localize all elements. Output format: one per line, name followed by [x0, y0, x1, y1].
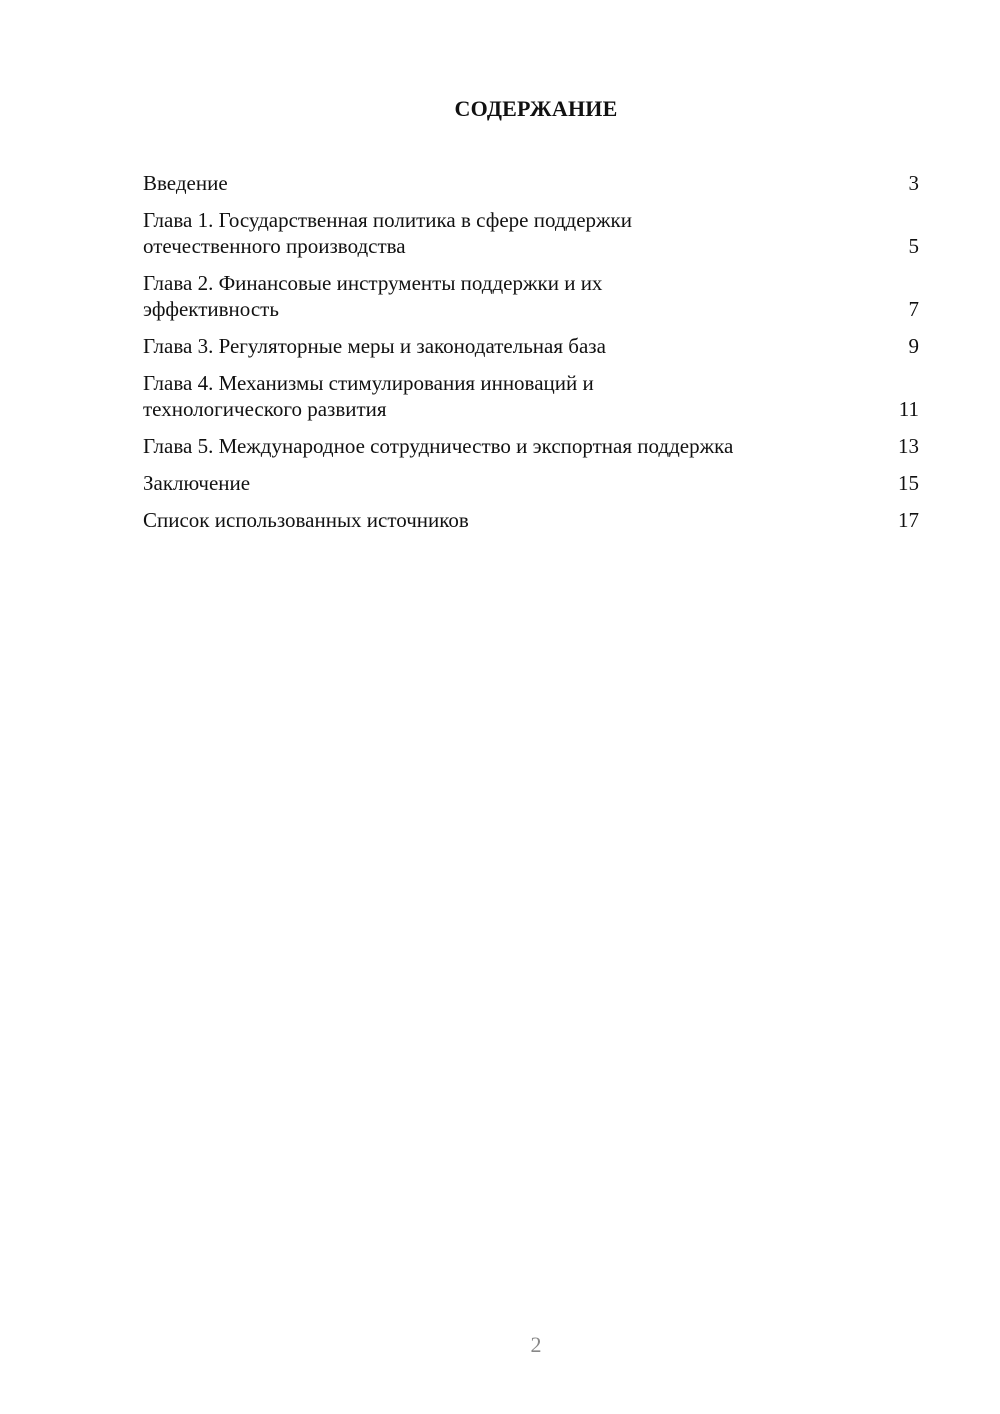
toc-entry-chapter-3[interactable] [143, 333, 919, 359]
toc-entry-title: Глава 1. Государственная политика в сфере поддержки отечественного производства [143, 208, 632, 258]
toc-entry-page: 17 [898, 508, 919, 532]
page-title: СОДЕРЖАНИЕ [454, 96, 618, 121]
toc-entry-conclusion[interactable] [143, 470, 919, 496]
toc-entry-introduction[interactable] [143, 170, 919, 196]
toc-entry-page: 13 [898, 434, 919, 458]
toc-entry-page: 3 [908, 171, 919, 195]
toc-entry-page: 9 [908, 334, 919, 358]
toc-entry-references[interactable] [143, 507, 919, 533]
toc-entry-page: 7 [908, 297, 919, 321]
toc-entry-chapter-2[interactable] [143, 270, 919, 322]
toc-entry-chapter-4[interactable] [143, 370, 919, 422]
toc-entry-title: Глава 3. Регуляторные меры и законодательная база [143, 334, 606, 358]
toc-entry-title: Глава 4. Механизмы стимулирования инноваций и технологического развития [143, 371, 594, 421]
page-number: 2 [530, 1332, 542, 1357]
toc-entry-page: 15 [898, 471, 919, 495]
toc-entry-chapter-1[interactable] [143, 207, 919, 259]
toc-entry-title: Глава 5. Международное сотрудничество и экспортная поддержка [143, 434, 734, 458]
table-of-contents [143, 170, 919, 544]
toc-entry-title: Введение [143, 171, 228, 195]
toc-entry-title: Список использованных источников [143, 508, 469, 532]
toc-entry-page: 11 [898, 397, 919, 421]
toc-entry-chapter-5[interactable] [143, 433, 919, 459]
toc-entry-title: Заключение [143, 471, 251, 495]
toc-entry-page: 5 [908, 234, 919, 258]
toc-entry-title: Глава 2. Финансовые инструменты поддержки и их эффективность [143, 271, 603, 321]
